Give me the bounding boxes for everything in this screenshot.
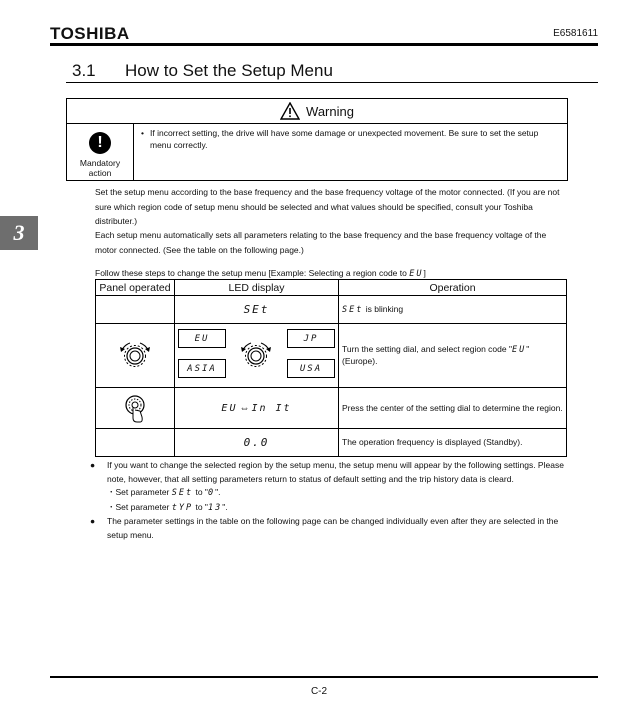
operation-cell: Press the center of the setting dial to determine the region. — [339, 388, 567, 429]
note-2: The parameter settings in the table on the following page can be changed individually even after they are selected in the setup menu. — [107, 516, 559, 540]
chapter-tab: 3 — [0, 216, 38, 250]
header-rule — [50, 43, 598, 46]
led-cell — [175, 324, 339, 388]
led-set: SEt — [243, 303, 270, 316]
led-asia: ASIA — [178, 359, 226, 378]
sub-code: SEt — [171, 488, 194, 498]
mandatory-label: Mandatory action — [79, 158, 121, 178]
bullet-icon: • — [141, 128, 144, 138]
op-text-pre: Turn the setting dial, and select region code " — [342, 344, 512, 354]
panel-cell — [96, 429, 175, 457]
panel-cell — [96, 324, 175, 388]
led-eu: EU — [178, 329, 226, 348]
op-text: is blinking — [363, 303, 404, 314]
list-item — [90, 459, 570, 486]
table-row — [96, 388, 567, 429]
panel-cell — [96, 388, 175, 429]
setting-dial-icon — [239, 340, 273, 370]
steps-intro-end: ] — [423, 268, 426, 278]
table-row — [96, 296, 567, 324]
warning-text — [141, 127, 561, 151]
sub-text: ". — [215, 487, 221, 497]
led-usa: USA — [287, 359, 335, 378]
setting-dial-turn-icon — [118, 340, 152, 370]
warning-bullet: If incorrect setting, the drive will have some damage or unexpected movement. Be sure to set the setup menu correctly. — [150, 128, 539, 150]
panel-cell — [96, 296, 175, 324]
sub-text: Set parameter — [115, 501, 172, 512]
section-number: 3.1 — [72, 61, 96, 80]
list-item — [90, 515, 570, 542]
sub-bullet-icon: ・ — [107, 501, 116, 512]
led-init: In It — [251, 402, 292, 414]
header-panel-operated: Panel operated — [96, 280, 175, 296]
brand-logo: TOSHIBA — [50, 24, 130, 43]
table-row — [96, 429, 567, 457]
list-item — [90, 501, 570, 516]
sub-value: 0 — [207, 488, 216, 498]
paragraph-2: Each setup menu automatically sets all parameters relating to the base frequency and the base frequency voltage of the motor connected. (See the table on the following page.) — [95, 230, 547, 255]
setup-steps-table — [95, 279, 567, 457]
paragraph-1: Set the setup menu according to the base frequency and the base frequency voltage of the motor connected. (If you are not sure which region code of setup menu should be selected and what values should be specified, consult your Toshiba distributer.) — [95, 187, 560, 226]
bullet-icon: ● — [90, 460, 96, 470]
sub-text: Set parameter — [115, 487, 172, 497]
section-rule — [66, 82, 598, 83]
operation-cell — [339, 296, 567, 324]
sub-code: tYP — [171, 502, 194, 513]
warning-title: Warning — [306, 103, 354, 119]
alternate-arrow-icon: ⇔ — [239, 402, 250, 414]
operation-cell — [339, 324, 567, 388]
led-cell — [175, 296, 339, 324]
steps-intro-code: EU — [409, 269, 424, 279]
op-text-post: " (Europe). — [342, 344, 530, 366]
table-header-row — [96, 280, 567, 296]
led-zero: 0.0 — [243, 436, 270, 449]
sub-bullet-icon: ・ — [107, 487, 116, 497]
document-number: E6581611 — [553, 28, 598, 39]
mandatory-exclamation-icon: ! — [89, 132, 111, 154]
operation-cell: The operation frequency is displayed (Standby). — [339, 429, 567, 457]
mandatory-cell — [67, 124, 134, 180]
op-code: SEt — [342, 304, 364, 315]
footer-rule — [50, 676, 598, 678]
led-eu-code: EU — [221, 402, 238, 414]
header-operation: Operation — [339, 280, 567, 296]
op-code: EU — [511, 345, 527, 355]
warning-triangle-icon — [280, 102, 300, 120]
note-1: If you want to change the selected region by the setup menu, the setup menu will appear by the following settings. Please note, however, that all setting parameters return to status of default setting and the trip history data is cleard. — [107, 460, 564, 484]
sub-value: 13 — [207, 502, 223, 513]
bullet-icon: ● — [90, 516, 96, 526]
led-cell — [175, 429, 339, 457]
sub-text: to " — [193, 487, 208, 497]
led-jp: JP — [287, 329, 335, 348]
table-row — [96, 324, 567, 388]
warning-header — [67, 99, 567, 124]
header-led-display: LED display — [175, 280, 339, 296]
setting-dial-press-icon — [121, 393, 149, 425]
list-item — [90, 486, 570, 501]
warning-box — [66, 98, 568, 181]
notes-list — [90, 459, 570, 542]
sub-text: to " — [193, 501, 208, 512]
page-number: C-2 — [310, 686, 328, 697]
sub-text: ". — [222, 501, 228, 512]
steps-intro-text: Follow these steps to change the setup menu [Example: Selecting a region code to — [95, 268, 410, 278]
section-title: How to Set the Setup Menu — [125, 61, 333, 80]
led-cell — [175, 388, 339, 429]
